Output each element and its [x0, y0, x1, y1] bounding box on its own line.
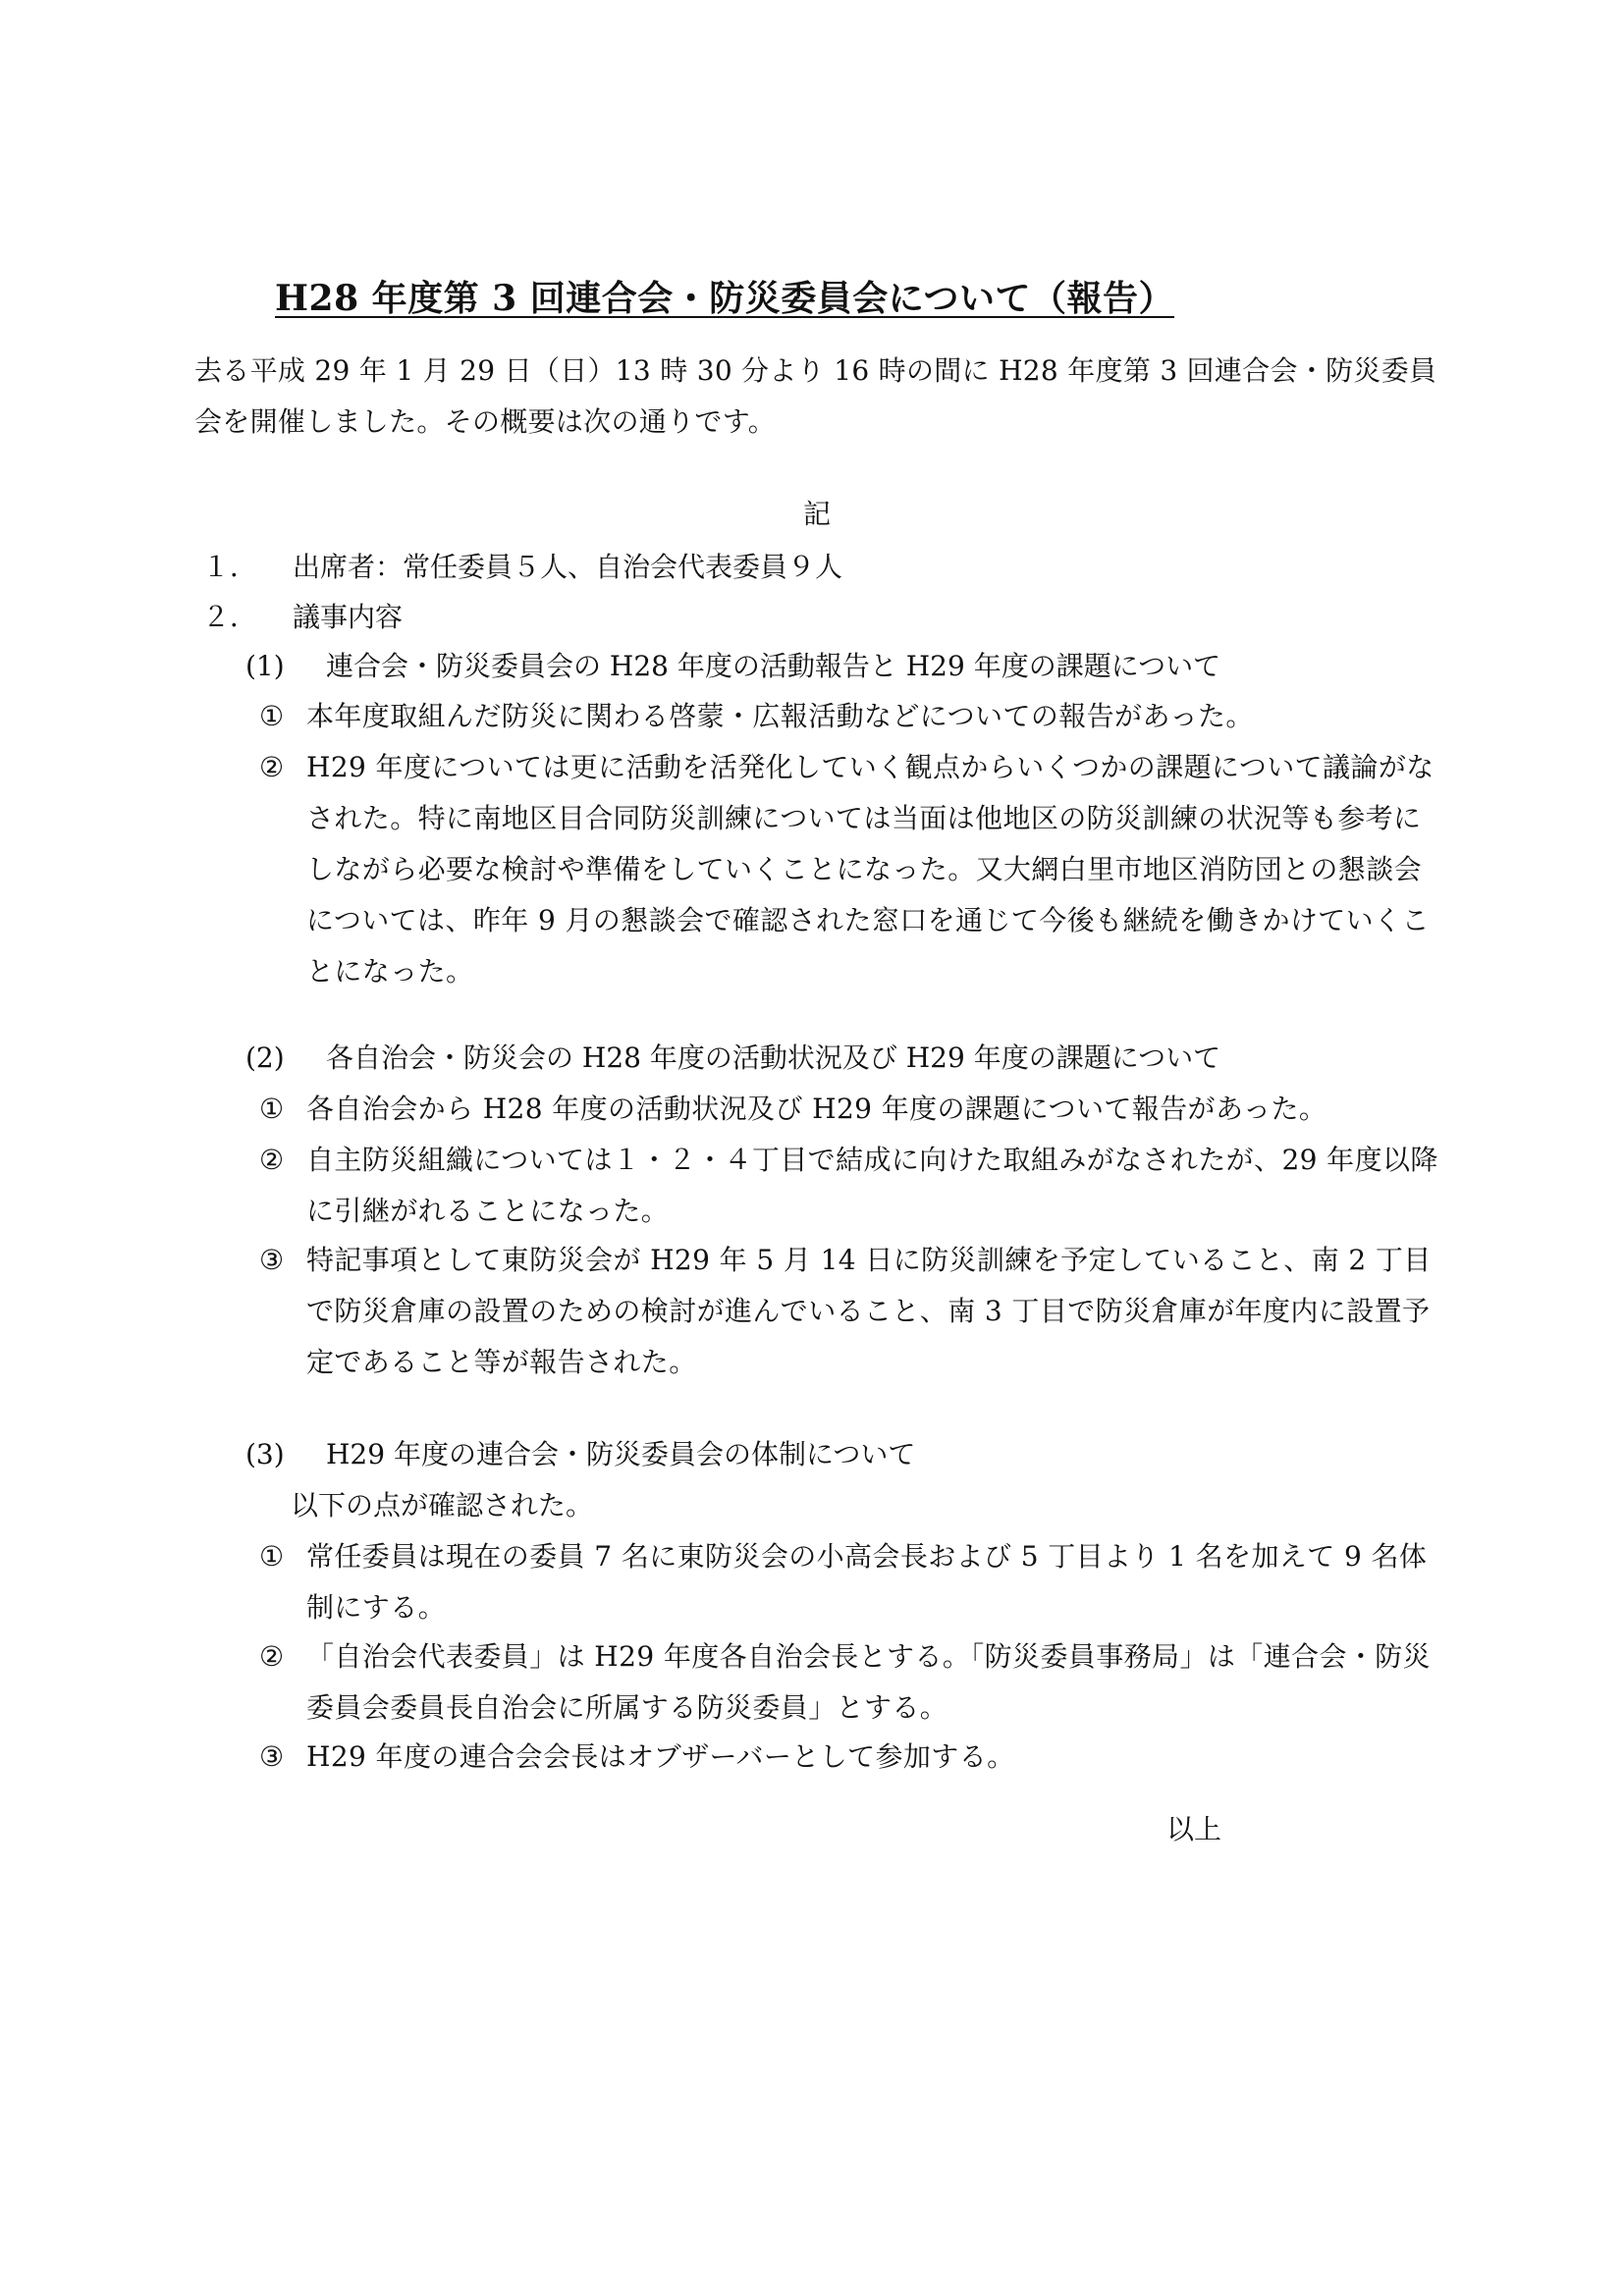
document-title: H28 年度第 3 回連合会・防災委員会について（報告）	[275, 278, 1175, 319]
section2-number: (2)	[245, 1041, 285, 1074]
closing-text: 以上	[1166, 1813, 1222, 1845]
section3-point1-mark: ①	[259, 1540, 285, 1573]
ki-heading: 記	[803, 498, 832, 530]
section1-point2-text: H29 年度については更に活動を活発化していく観点からいくつかの課題について議論がなされた。特に南地区目合同防災訓練については当面は他地区の防災訓練の状況等も参考にしながら必要な検討や準備をしていくことになった。又大網白里市地区消防団との懇談会については、昨年 9 月の懇談会で確認された窓口を通じて今後も継続を働きかけていくことになった。	[306, 751, 1435, 988]
section2-point3-text: 特記事項として東防災会が H29 年 5 月 14 日に防災訓練を予定していること、南 2 丁目で防災倉庫の設置のための検討が進んでいること、南 3 丁目で防災倉庫が年度内に設置予定であること等が報告された。	[306, 1244, 1432, 1378]
section3-point3-mark: ③	[259, 1740, 285, 1773]
section1-point1-text: 本年度取組んだ防災に関わる啓蒙・広報活動などについての報告があった。	[306, 700, 1254, 732]
item1-number: １．	[202, 551, 258, 583]
section3-point3-text: H29 年度の連合会会長はオブザーバーとして参加する。	[306, 1740, 1015, 1773]
section1-point1-mark: ①	[259, 700, 285, 732]
section2-point3-mark: ③	[259, 1244, 285, 1276]
section2-point2-mark: ②	[259, 1144, 285, 1176]
section3-number: (3)	[245, 1438, 285, 1470]
item1-text: 出席者：常任委員５人、自治会代表委員９人	[293, 551, 843, 583]
section2-point2-text: 自主防災組織については１・２・４丁目で結成に向けた取組みがなされたが、29 年度以降に引継がれることになった。	[306, 1144, 1438, 1227]
section3-point2-mark: ②	[259, 1640, 285, 1673]
intro-paragraph: 去る平成 29 年 1 月 29 日（日）13 時 30 分より 16 時の間に H28 年度第 3 回連合会・防災委員会を開催しました。その概要は次の通りです。	[194, 354, 1437, 438]
section3-point2-text: 「自治会代表委員」は H29 年度各自治会長とする。「防災委員事務局」は「連合会・防災委員会委員長自治会に所属する防災委員」とする。	[306, 1640, 1432, 1724]
item2-text: 議事内容	[293, 601, 404, 633]
item2-number: ２．	[202, 601, 258, 633]
section3-lead: 以下の点が確認された。	[291, 1489, 594, 1522]
section3-heading: H29 年度の連合会・防災委員会の体制について	[326, 1438, 916, 1470]
section2-point1-mark: ①	[259, 1093, 285, 1125]
section1-number: (1)	[245, 650, 285, 682]
section2-point1-text: 各自治会から H28 年度の活動状況及び H29 年度の課題について報告があった。	[306, 1093, 1327, 1125]
section2-heading: 各自治会・防災会の H28 年度の活動状況及び H29 年度の課題について	[326, 1041, 1221, 1074]
section3-point1-text: 常任委員は現在の委員 7 名に東防災会の小高会長および 5 丁目より 1 名を加えて 9 名体制にする。	[306, 1540, 1428, 1624]
section1-point2-mark: ②	[259, 751, 285, 783]
section1-heading: 連合会・防災委員会の H28 年度の活動報告と H29 年度の課題について	[326, 650, 1221, 682]
